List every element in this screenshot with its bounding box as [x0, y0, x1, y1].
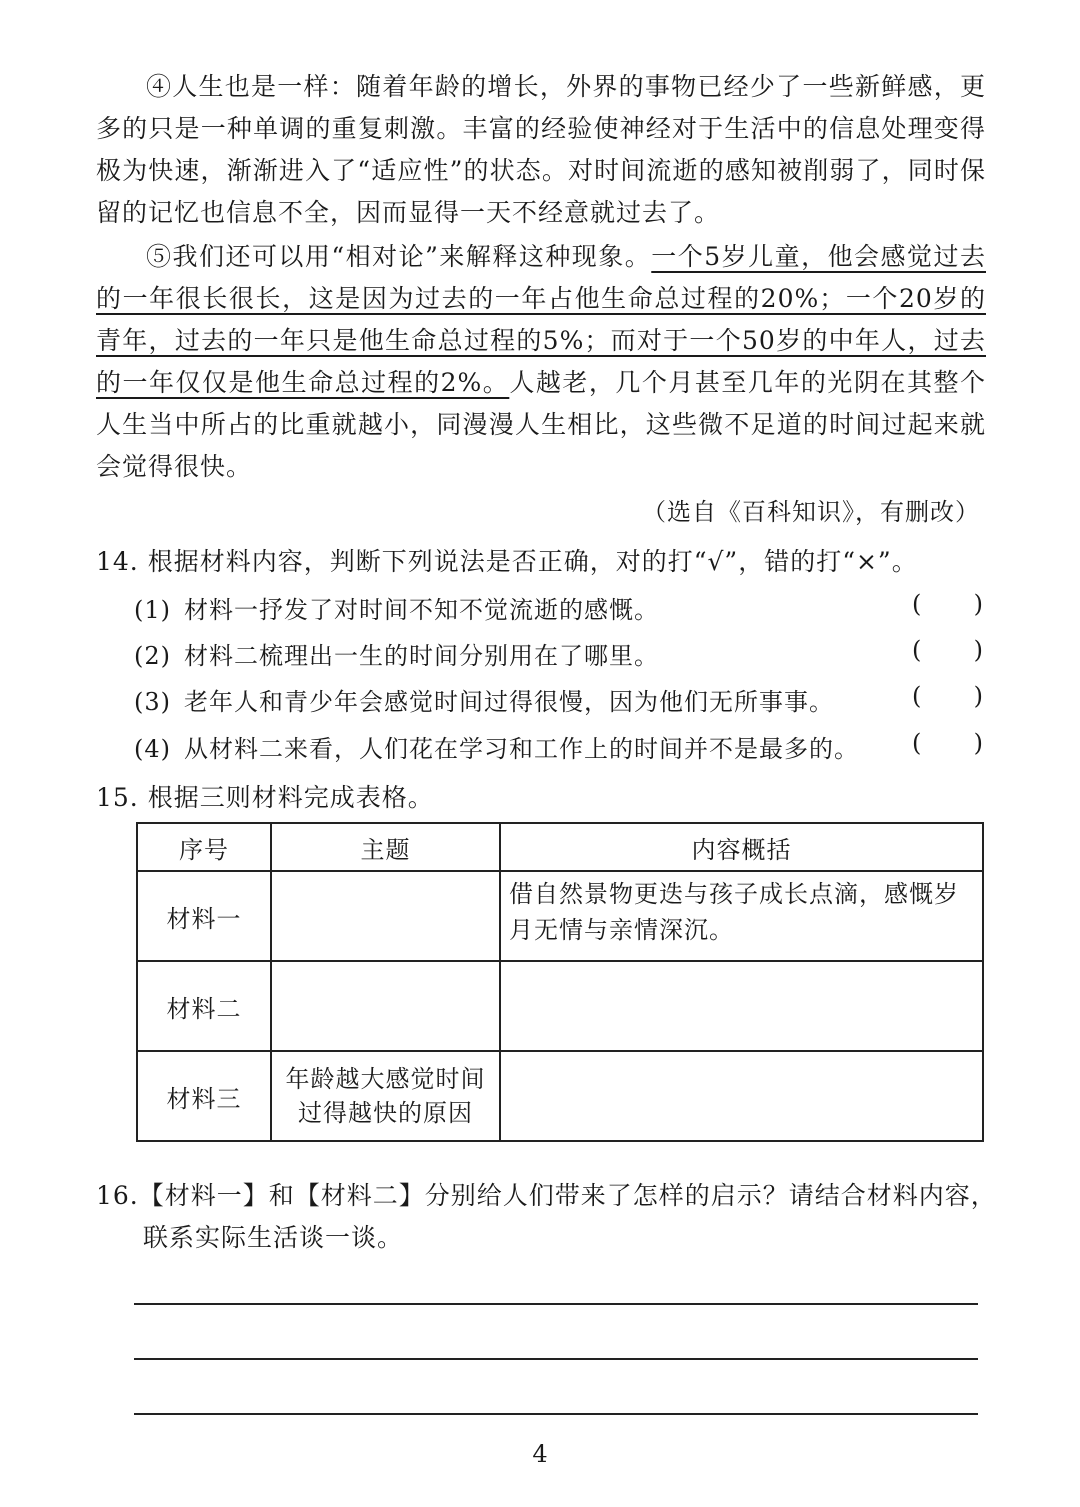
header-theme: 主题	[271, 823, 500, 871]
q14-item-3	[134, 682, 984, 716]
q14-item-text: 材料一抒发了对时间不知不觉流逝的感慨。	[184, 596, 659, 624]
paragraph-4: ④人生也是一样：随着年龄的增长，外界的事物已经少了一些新鲜感，更多的只是一种单调的重复刺激。丰富的经验使神经对于生活中的信息处理变得极为快速，渐渐进入了“适应性”的状态。对时间流逝的感知被削弱了，同时保留的记忆也信息不全，因而显得一天不经意就过去了。	[96, 72, 986, 227]
header-number: 序号	[137, 823, 271, 871]
q14-item-text: 材料二梳理出一生的时间分别用在了哪里。	[184, 642, 659, 670]
paragraph-5-lead: ⑤我们还可以用“相对论”来解释这种现象。	[146, 242, 652, 271]
q14-item-text: 从材料二来看，人们花在学习和工作上的时间并不是最多的。	[184, 735, 859, 763]
row-label: 材料三	[137, 1051, 271, 1141]
answer-line[interactable]	[134, 1358, 978, 1360]
q14-item-4	[134, 729, 984, 763]
answer-line[interactable]	[134, 1413, 978, 1415]
table-row	[137, 871, 983, 961]
q14-item-2	[134, 636, 984, 670]
question-15-prompt: 15. 根据三则材料完成表格。	[96, 783, 434, 812]
q14-item-number: (2)	[134, 642, 171, 670]
paragraph-5-underlined: 一个5岁儿童，他会感觉过去的一年很长很长，这是因为过去的一年占他生命总过程的20%；一个20岁的青年，过去的一年只是他生命总过程的5%；而对于一个50岁的中年人，过去的一年仅仅是他生命总过程的2%。	[96, 242, 986, 397]
summary-table	[136, 822, 984, 1142]
question-14-prompt: 14. 根据材料内容，判断下列说法是否正确，对的打“√”，错的打“×”。	[96, 547, 918, 576]
q14-item-number: (1)	[134, 596, 171, 624]
content-cell[interactable]	[500, 961, 983, 1051]
q14-answer-blank[interactable]: ( )	[912, 729, 984, 757]
paragraph-5	[96, 236, 986, 488]
source-citation: （选自《百科知识》，有删改）	[642, 498, 980, 526]
row-label: 材料二	[137, 961, 271, 1051]
paragraph-5-tail: 人越老，几个月甚至几年的光阴在其整个人生当中所占的比重就越小，同漫漫人生相比，这些微不足道的时间过起来就会觉得很快。	[96, 368, 986, 481]
header-content: 内容概括	[500, 823, 983, 871]
row-label: 材料一	[137, 871, 271, 961]
theme-cell[interactable]	[271, 871, 500, 961]
answer-line[interactable]	[134, 1303, 978, 1305]
q14-item-text: 老年人和青少年会感觉时间过得很慢，因为他们无所事事。	[184, 688, 834, 716]
q14-answer-blank[interactable]: ( )	[912, 636, 984, 664]
table-header-row	[137, 823, 983, 871]
theme-cell: 年龄越大感觉时间过得越快的原因	[271, 1051, 500, 1141]
q14-item-number: (4)	[134, 735, 171, 763]
q14-item-1	[134, 590, 984, 624]
theme-cell[interactable]	[271, 961, 500, 1051]
table-row	[137, 961, 983, 1051]
table-row	[137, 1051, 983, 1141]
q14-item-number: (3)	[134, 688, 171, 716]
q14-answer-blank[interactable]: ( )	[912, 590, 984, 618]
question-16-prompt-line-2: 联系实际生活谈一谈。	[143, 1223, 404, 1252]
content-cell: 借自然景物更迭与孩子成长点滴，感慨岁月无情与亲情深沉。	[500, 871, 983, 961]
question-16-prompt-line-1: 16.【材料一】和【材料二】分别给人们带来了怎样的启示？请结合材料内容，	[96, 1181, 997, 1210]
content-cell[interactable]	[500, 1051, 983, 1141]
q14-answer-blank[interactable]: ( )	[912, 682, 984, 710]
page-number: 4	[532, 1440, 548, 1468]
